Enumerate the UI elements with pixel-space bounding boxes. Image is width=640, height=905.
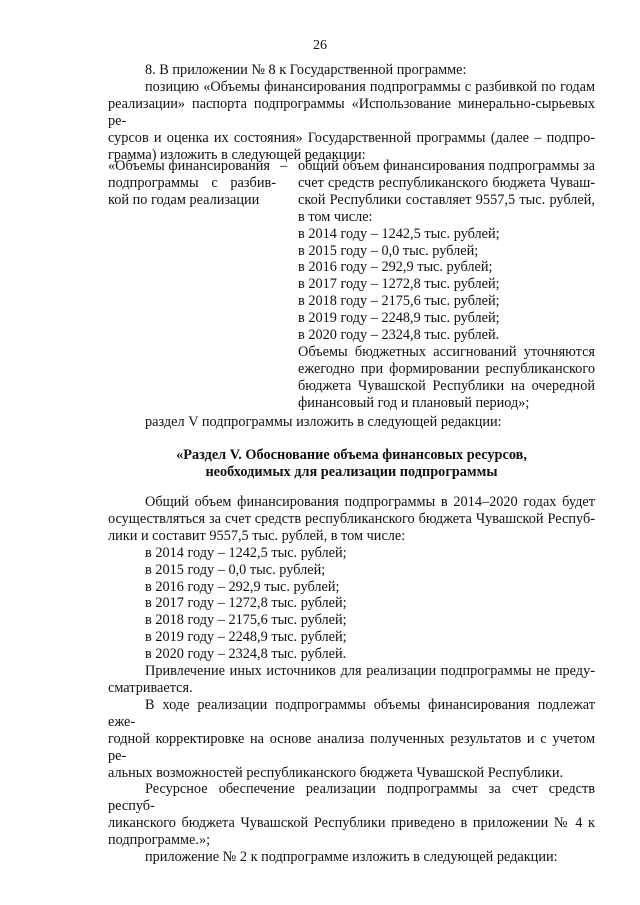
intro-line: грамма) изложить в следующей редакции: [108, 146, 366, 163]
passport-left-cell [108, 158, 276, 209]
year-line: в 2020 году – 2324,8 тыс. рублей. [298, 327, 500, 344]
body-year-line: в 2020 году – 2324,8 тыс. рублей. [145, 646, 347, 663]
body-line: годной корректировке на основе анализа полученных результатов и с учетом ре- [108, 730, 595, 764]
note-line: ежегодно при формировании республиканского [298, 360, 595, 377]
section-title-line: «Раздел V. Обоснование объема финансовых ресурсов, [176, 447, 527, 463]
note-line: бюджета Чувашской Республики на очередной [298, 377, 595, 394]
year-line: в 2018 году – 2175,6 тыс. рублей; [298, 293, 500, 310]
year-line: в 2016 году – 292,9 тыс. рублей; [298, 259, 493, 276]
passport-dash: – [280, 158, 288, 174]
right-line: ской Республики составляет 9557,5 тыс. рублей, [298, 191, 595, 208]
body-line: Общий объем финансирования подпрограммы в 2014–2020 годах будет [145, 494, 595, 510]
body-year-line: в 2019 году – 2248,9 тыс. рублей; [145, 629, 347, 646]
intro-item: 8. В приложении № 8 к Государственной программе: [145, 62, 467, 78]
left-line: кой по годам реализации [108, 191, 260, 208]
intro-line: реализации» паспорта подпрограммы «Использование минерально-сырьевых ре- [108, 95, 595, 129]
body-year-line: в 2014 году – 1242,5 тыс. рублей; [145, 544, 347, 561]
note-line: финансовый год и плановый период»; [298, 394, 530, 411]
note-line: Объемы бюджетных ассигнований уточняются [298, 343, 595, 360]
body-line: сматривается. [108, 679, 193, 696]
body-year-line: в 2016 году – 292,9 тыс. рублей; [145, 578, 340, 595]
page-number: 26 [313, 38, 327, 53]
left-line: «Объемы финансирования [108, 158, 270, 174]
left-line: подпрограммы с разбив- [108, 174, 276, 191]
intro-block [108, 62, 595, 163]
body-line: В ходе реализации подпрограммы объемы финансирования подлежат еже- [108, 696, 595, 730]
body-line: альных возможностей республиканского бюджета Чувашской Республики. [108, 764, 564, 781]
body-line: лики и составит 9557,5 тыс. рублей, в том числе: [108, 527, 406, 544]
body-line: ликанского бюджета Чувашской Республики приведено в приложении № 4 к [108, 815, 595, 832]
body-line: Привлечение иных источников для реализации подпрограммы не преду- [145, 663, 595, 680]
intro-line: сурсов и оценка их состояния» Государственной программы (далее – подпро- [108, 129, 595, 146]
year-line: в 2015 году – 0,0 тыс. рублей; [298, 242, 479, 259]
body-year-line: в 2015 году – 0,0 тыс. рублей; [145, 561, 326, 578]
year-line: в 2019 году – 2248,9 тыс. рублей; [298, 310, 500, 327]
right-line: общий объем финансирования подпрограммы за [298, 158, 595, 174]
year-line: в 2017 году – 1272,8 тыс. рублей; [298, 276, 500, 293]
body-line: осуществляться за счет средств республиканского бюджета Чувашской Респуб- [108, 510, 595, 527]
intro-line: позицию «Объемы финансирования подпрограммы с разбивкой по годам [145, 78, 595, 95]
right-line: счет средств республиканского бюджета Чуваш- [298, 174, 595, 191]
passport-right-cell [298, 158, 595, 412]
body-line: подпрограмме.»; [108, 832, 211, 849]
body-line: Ресурсное обеспечение реализации подпрограммы за счет средств респуб- [108, 781, 595, 815]
body-year-line: в 2018 году – 2175,6 тыс. рублей; [145, 612, 347, 629]
year-line: в 2014 году – 1242,5 тыс. рублей; [298, 225, 500, 242]
section-intro-text: раздел V подпрограммы изложить в следующей редакции: [145, 414, 502, 430]
body-year-line: в 2017 году – 1272,8 тыс. рублей; [145, 595, 347, 612]
body-line: приложение № 2 к подпрограмме изложить в следующей редакции: [145, 849, 558, 866]
section-body [108, 494, 595, 866]
section-title [108, 447, 595, 481]
right-line: в том числе: [298, 208, 373, 225]
section-title-line: необходимых для реализации подпрограммы [205, 464, 498, 480]
section-intro [108, 414, 595, 431]
